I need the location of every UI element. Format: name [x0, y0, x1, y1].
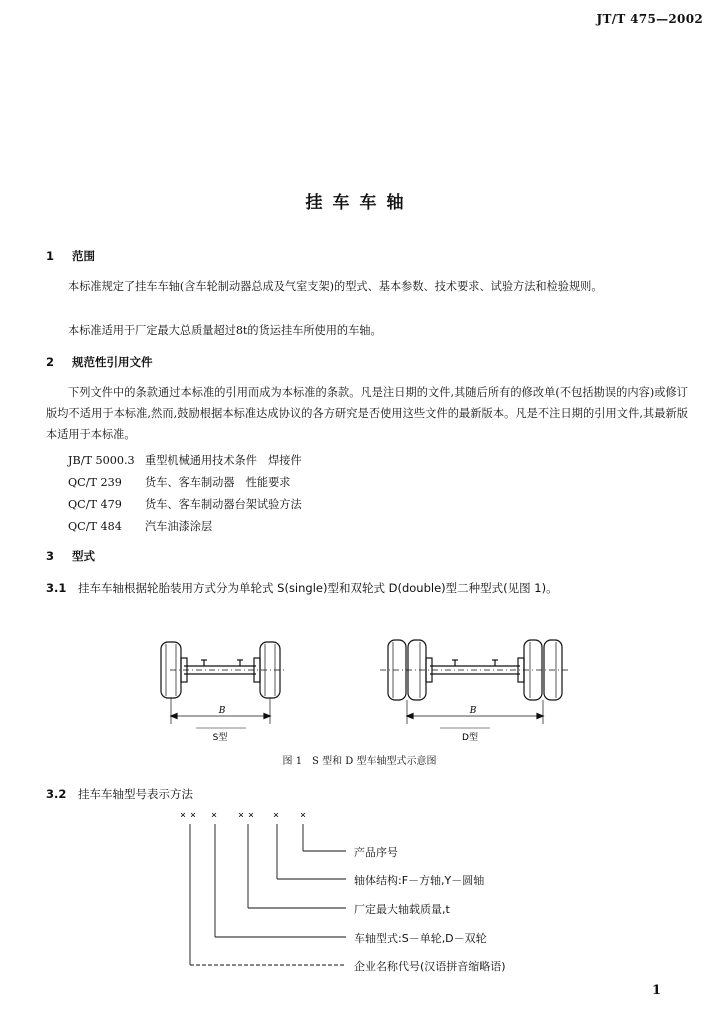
section-1-number: 1	[46, 249, 55, 263]
reference-title: 汽车油漆涂层	[145, 520, 213, 533]
code-char: ×	[190, 810, 197, 821]
code-item-axle-type: 车轴型式:S－单轮,D－双轮	[354, 932, 487, 945]
code-char: ×	[238, 810, 245, 821]
code-item-product-serial: 产品序号	[354, 846, 398, 859]
page-title: 挂车车轴	[305, 193, 414, 213]
subsection-3-1-text: 挂车车轴根据轮胎装用方式分为单轮式 S(single)型和双轮式 D(double)型二种型式(见图 1)。	[78, 581, 558, 595]
section-2-title: 规范性引用文件	[72, 355, 153, 369]
section-1-heading	[46, 248, 95, 264]
single-type-label: S型	[212, 733, 228, 743]
reference-item	[68, 496, 302, 512]
reference-title: 货车、客车制动器台架试验方法	[145, 498, 302, 511]
code-char: ×	[180, 810, 187, 821]
reference-item	[68, 518, 212, 534]
section-3-number: 3	[46, 549, 55, 563]
subsection-3-2	[46, 786, 193, 802]
reference-code: JB/T 5000.3	[68, 454, 135, 467]
code-char: ×	[211, 810, 218, 821]
reference-title: 货车、客车制动器 性能要求	[145, 476, 291, 489]
section-2-number: 2	[46, 355, 55, 369]
page-number: 1	[651, 983, 661, 998]
single-dim-label: B	[218, 706, 226, 716]
reference-code: QC/T 239	[68, 476, 122, 489]
model-code-leader-lines	[170, 820, 350, 970]
axle-type-figure	[140, 628, 590, 744]
section-3-title: 型式	[72, 549, 95, 563]
reference-item	[68, 452, 302, 468]
section-3-heading	[46, 548, 95, 564]
code-item-max-axle-load: 厂定最大轴载质量,t	[354, 903, 450, 916]
double-dim-label: B	[469, 706, 477, 716]
section-1-paragraph-2: 本标准适用于厂定最大总质量超过8t的货运挂车所使用的车轴。	[68, 324, 382, 337]
code-item-enterprise-code: 企业名称代号(汉语拼音缩略语)	[354, 960, 506, 973]
reference-code: QC/T 479	[68, 498, 122, 511]
subsection-3-1-number: 3.1	[46, 581, 67, 595]
code-char: ×	[300, 810, 307, 821]
section-1-title: 范围	[72, 249, 95, 263]
reference-code: QC/T 484	[68, 520, 122, 533]
standard-code: JT/T 475—2002	[596, 12, 703, 26]
section-2-heading	[46, 354, 153, 370]
code-char: ×	[273, 810, 280, 821]
figure-caption: 图 1 S 型和 D 型车轴型式示意图	[282, 756, 437, 767]
double-type-label: D型	[462, 733, 478, 743]
code-item-axle-body: 轴体结构:F－方轴,Y－圆轴	[354, 874, 485, 887]
reference-title: 重型机械通用技术条件 焊接件	[145, 454, 302, 467]
code-char: ×	[248, 810, 255, 821]
subsection-3-2-number: 3.2	[46, 787, 67, 801]
section-2-paragraph-1: 下列文件中的条款通过本标准的引用而成为本标准的条款。凡是注日期的文件,其随后所有的修改单(不包括勘误的内容)或修订版均不适用于本标准,然而,鼓励根据本标准达成协议的各方研究是否使用这些文件的最新版本。凡是不注日期的引用文件,其最新版本适用于本标准。	[46, 386, 688, 441]
section-1-paragraph-1: 本标准规定了挂车车轴(含车轮制动器总成及气室支架)的型式、基本参数、技术要求、试验方法和检验规则。	[68, 280, 603, 293]
subsection-3-1	[46, 580, 558, 596]
reference-item	[68, 474, 290, 490]
subsection-3-2-text: 挂车车轴型号表示方法	[78, 787, 193, 801]
